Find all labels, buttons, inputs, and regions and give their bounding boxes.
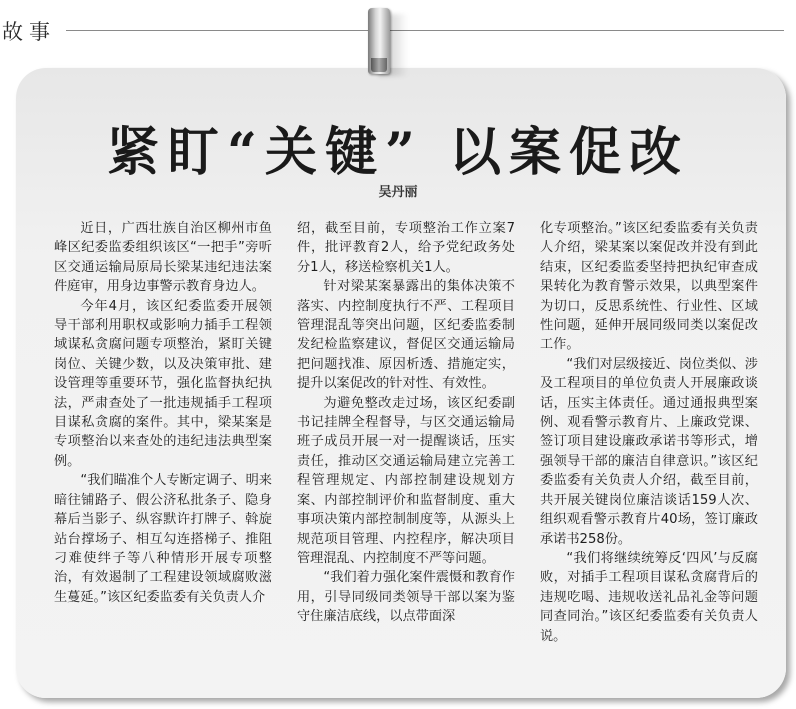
article-column-1 [54, 219, 272, 689]
section-label: 故事 [2, 20, 56, 44]
article-body [54, 219, 758, 689]
paragraph: “我们瞄准个人专断定调子、明来暗往铺路子、假公济私批条子、隐身幕后当影子、纵容默许打牌子、斡旋站台撑场子、相互勾连搭梯子、推阻刁难使绊子等八种情形开展专项整治，有效遏制了工程建设领域腐败滋生蔓延。”该区纪委监委有关负责人介 [54, 473, 272, 605]
paragraph: 近日，广西壮族自治区柳州市鱼峰区纪委监委组织该区“一把手”旁听区交通运输局原局长梁某违纪违法案件庭审，用身边事警示教育身边人。 [54, 221, 272, 295]
article-column-3 [540, 219, 758, 689]
article-title: 紧盯“关键” 以案促改 [107, 122, 689, 183]
article-author: 吴丹丽 [378, 185, 418, 200]
paragraph: “我们对层级接近、岗位类似、涉及工程项目的单位负责人开展廉政谈话，压实主体责任。通过通报典型案例、观看警示教育片、上廉政党课、签订项目建设廉政承诺书等形式，增强领导干部的廉洁自律意识。”该区纪委监委有关负责人介绍，截至目前，共开展关键岗位廉洁谈话159人次、组织观看警示教育片40场，签订廉政承诺书258份。 [540, 356, 758, 547]
paragraph: 化专项整治。”该区纪委监委有关负责人介绍，梁某案以案促改并没有到此结束，区纪委监委坚持把执纪审查成果转化为教育警示效果，以典型案件为切口，反思系统性、行业性、区域性问题，延伸开展同级同类以案促改工作。 [540, 221, 758, 353]
paragraph: 针对梁某案暴露出的集体决策不落实、内控制度执行不严、工程项目管理混乱等突出问题，区纪委监委制发纪检监察建议，督促区交通运输局把问题找准、原因析透、措施定实，提升以案促改的针对性、有效性。 [297, 279, 515, 392]
article-column-2 [297, 219, 515, 689]
paragraph: 绍，截至目前，专项整治工作立案7件，批评教育2人，给予党纪政务处分1人，移送检察机关1人。 [297, 221, 515, 275]
paragraph: 为避免整改走过场，该区纪委副书记挂牌全程督导，与区交通运输局班子成员开展一对一提醒谈话，压实责任，推动区交通运输局建立完善工程管理规定、内部控制建设规划方案、内部控制评价和监督制度、重大事项决策内部控制制度等，从源头上规范项目管理、内控程序，解决项目管理混乱、内控制度不严等问题。 [297, 395, 515, 566]
paper-clip-icon [368, 8, 390, 74]
header-divider [66, 30, 784, 31]
paragraph: 今年4月，该区纪委监委开展领导干部利用职权或影响力插手工程领域谋私贪腐问题专项整治，紧盯关键岗位、关键少数，以及决策审批、建设管理等重要环节，强化监督执纪执法，严肃查处了一批违规插手工程项目谋私贪腐的案件。其中，梁某案是专项整治以来查处的违纪违法典型案例。 [54, 298, 272, 469]
paragraph: “我们着力强化案件震慑和教育作用，引导同级同类领导干部以案为鉴守住廉洁底线，以点带面深 [297, 570, 515, 625]
paragraph: “我们将继续统筹反‘四风’与反腐败，对插手工程项目谋私贪腐背后的违规吃喝、违规收送礼品礼金等问题同查同治。”该区纪委监委有关负责人说。 [540, 550, 758, 644]
